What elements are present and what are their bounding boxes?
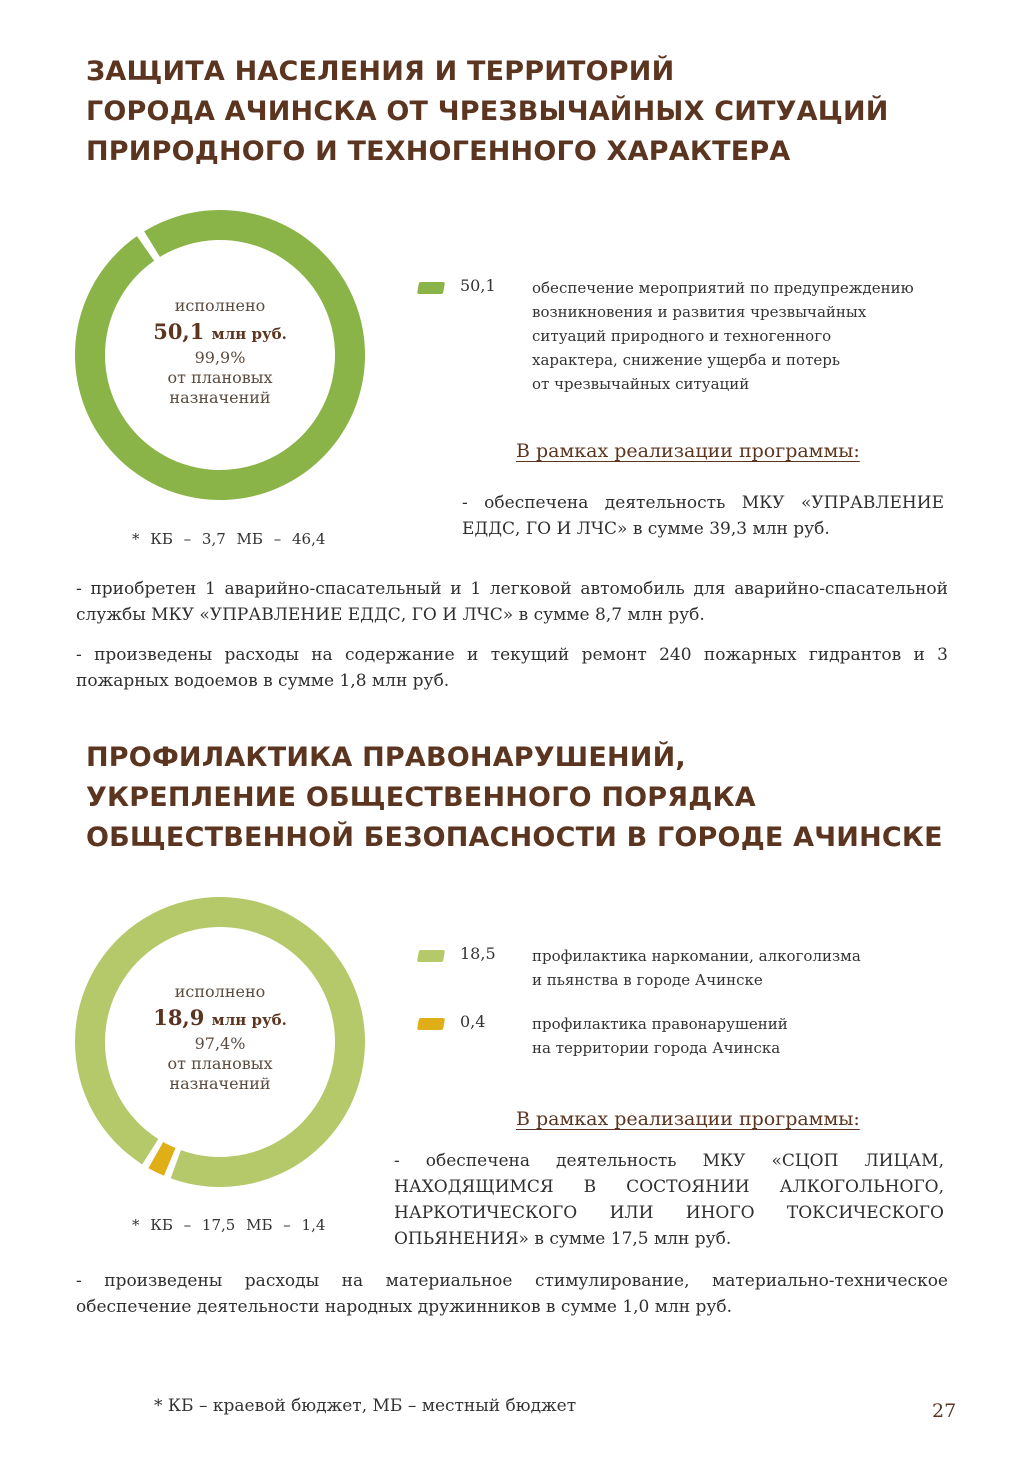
budget-note: * КБ – 17,5 МБ – 1,4 [132,1216,326,1234]
legend-value: 18,5 [460,944,496,963]
executed-label: исполнено [174,296,266,315]
executed-label: исполнено [174,982,266,1001]
executed-percent: 97,4% [194,1034,246,1053]
plan-label-1: от плановых [167,368,273,387]
legend-description: обеспечение мероприятий по предупреждению возникновения и развития чрезвычайных ситуаций природного и техногенного характера, снижение ущерба и потерь от чрезвычайных ситуаций [532,279,914,393]
section-1-title [86,52,889,172]
page-number: 27 [932,1400,957,1422]
legend-item [418,944,861,992]
legend-value: 0,4 [460,1012,486,1031]
legend-swatch [417,1018,445,1030]
legend-swatch [417,282,445,294]
legend-swatch [417,950,445,962]
title-line: ЗАЩИТА НАСЕЛЕНИЯ И ТЕРРИТОРИЙ [86,56,675,87]
program-text: - обеспечена деятельность МКУ «СЦОП ЛИЦАМ, НАХОДЯЩИМСЯ В СОСТОЯНИИ АЛКОГОЛЬНОГО, НАРКОТИЧЕСКОГО ИЛИ ИНОГО ТОКСИЧЕСКОГО ОПЬЯНЕНИЯ» в сумме 17,5 млн руб. [394,1151,944,1249]
donut-2-center [130,982,310,1094]
legend-item [418,276,914,396]
legend-item [418,1012,788,1060]
plan-label-2: назначений [169,1074,271,1093]
executed-percent: 99,9% [194,348,246,367]
legend-value: 50,1 [460,276,496,295]
paragraph: - произведены расходы на содержание и текущий ремонт 240 пожарных гидрантов и 3 пожарных водоемов в сумме 1,8 млн руб. [76,645,948,691]
donut-1-center [130,296,310,408]
legend-description: профилактика наркомании, алкоголизма и пьянства в городе Ачинске [532,947,861,989]
section-2-title [86,738,943,858]
budget-note: * КБ – 3,7 МБ – 46,4 [132,530,326,548]
title-line: ПРИРОДНОГО И ТЕХНОГЕННОГО ХАРАКТЕРА [86,136,791,167]
plan-label-1: от плановых [167,1054,273,1073]
program-heading: В рамках реализации программы: [516,1108,860,1130]
paragraph: - произведены расходы на материальное стимулирование, материально-техническое обеспечение деятельности народных дружинников в сумме 1,0 млн руб. [76,1271,948,1317]
title-line: ГОРОДА АЧИНСКА ОТ ЧРЕЗВЫЧАЙНЫХ СИТУАЦИЙ [86,96,889,127]
footnote: * КБ – краевой бюджет, МБ – местный бюджет [154,1396,577,1416]
program-text: - обеспечена деятельность МКУ «УПРАВЛЕНИЕ ЕДДС, ГО И ЛЧС» в сумме 39,3 млн руб. [462,493,944,539]
title-line: ПРОФИЛАКТИКА ПРАВОНАРУШЕНИЙ, [86,742,686,773]
executed-amount: 18,9 млн руб. [153,1005,287,1030]
title-line: УКРЕПЛЕНИЕ ОБЩЕСТВЕННОГО ПОРЯДКА [86,782,756,813]
legend-description: профилактика правонарушений на территории города Ачинска [532,1015,788,1057]
paragraph: - приобретен 1 аварийно-спасательный и 1 легковой автомобиль для аварийно-спасательной службы МКУ «УПРАВЛЕНИЕ ЕДДС, ГО И ЛЧС» в сумме 8,7 млн руб. [76,579,948,625]
plan-label-2: назначений [169,388,271,407]
title-line: ОБЩЕСТВЕННОЙ БЕЗОПАСНОСТИ В ГОРОДЕ АЧИНСКЕ [86,822,943,853]
program-heading: В рамках реализации программы: [516,440,860,462]
executed-amount: 50,1 млн руб. [153,319,287,344]
